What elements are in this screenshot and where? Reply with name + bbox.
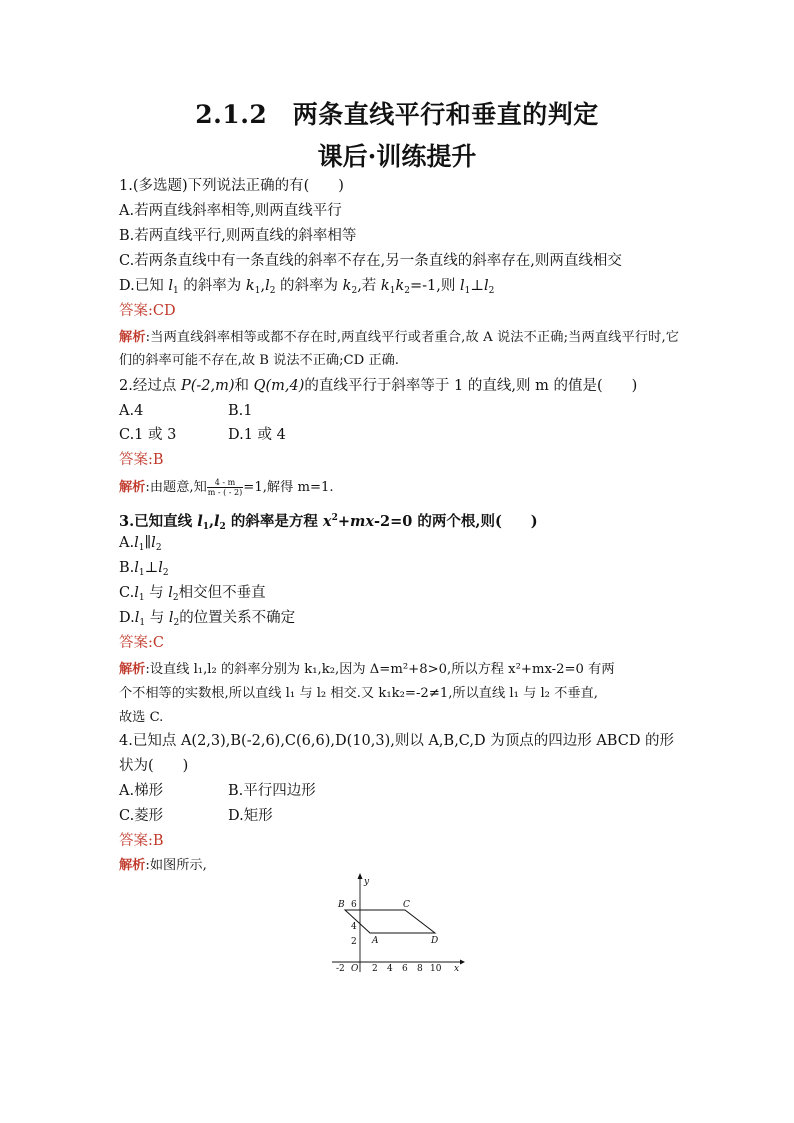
y-tick-label: 2 (351, 937, 357, 947)
q3-option-c: $C.l_1$ 与 $l_2$相交但不垂直 (119, 585, 266, 603)
q4-stem-line-1: 4.已知点 A(2,3),B(-2,6),C(6,6),D(10,3),则以 A,B,C,D 为顶点的四边形 ABCD 的形 (119, 733, 675, 749)
y-tick-label: 6 (351, 900, 357, 910)
fraction: $\frac{4 - m}{m - ( - 2)}$ (207, 478, 243, 497)
q2-option-c: C.1 或 3 (119, 427, 177, 443)
point-label-d: D (431, 936, 439, 946)
quadrilateral-abcd (345, 910, 435, 933)
point-label-a: A (372, 936, 379, 946)
q4-option-d: D.矩形 (228, 808, 273, 824)
q1-option-c: C.若两条直线中有一条直线的斜率不存在,另一条直线的斜率存在,则两直线相交 (119, 253, 622, 269)
q2-option-b: B.1 (228, 403, 253, 419)
q3-answer: 答案:C (119, 635, 164, 651)
q3-explanation-line-1: 解析:设直线 l₁,l₂ 的斜率分别为 k₁,k₂,因为 Δ=m²+8>0,所以方程 x²+mx-2=0 有两 (119, 662, 615, 677)
x-tick-label: 4 (387, 964, 393, 974)
y-axis-label: y (364, 877, 370, 887)
section-title: 2.1.2 两条直线平行和垂直的判定 (195, 100, 599, 129)
x-tick-label: 8 (417, 964, 423, 974)
q1-explanation: 解析:当两直线斜率相等或都不存在时,两直线平行或者重合,故 A 说法不正确;当两直线平行时,它们的斜率可能不存在,故 B 说法不正确;CD 正确. (119, 330, 679, 368)
section-subtitle: 课后·训练提升 (317, 142, 477, 171)
x-tick-label: -2 (336, 964, 345, 974)
q4-option-a: A.梯形 (119, 783, 164, 799)
x-axis-arrow (460, 960, 465, 965)
x-tick-label: 2 (372, 964, 378, 974)
q1-answer: 答案:CD (119, 303, 176, 319)
q4-option-b: B.平行四边形 (228, 783, 316, 799)
x-tick-label: 6 (402, 964, 408, 974)
q3-option-a: $A.l_1\parallel l_2$ (119, 535, 162, 553)
q1-stem: 1.(多选题)下列说法正确的有( ) (119, 178, 344, 194)
q4-explanation: 解析:如图所示, (119, 858, 207, 873)
q2-stem: 2.经过点 P(-2,m)和 Q(m,4)的直线平行于斜率等于 1 的直线,则 m 的值是( ) (119, 378, 638, 394)
y-tick-label: 4 (351, 922, 357, 932)
q3-explanation-line-2: 个不相等的实数根,所以直线 l₁ 与 l₂ 相交.又 k₁k₂=-2≠1,所以直线 l₁ 与 l₂ 不垂直, (119, 686, 598, 701)
q3-option-d: $D.l_1$ 与 $l_2$的位置关系不确定 (119, 610, 296, 628)
q4-answer: 答案:B (119, 833, 164, 849)
q2-option-a: A.4 (119, 403, 144, 419)
q2-option-d: D.1 或 4 (228, 427, 286, 443)
q3-stem: 3.已知直线 $l_1,l_2$ 的斜率是方程 $x^2+mx-2=0$ 的两个根,则( ) (119, 513, 538, 532)
q3-explanation-line-3: 故选 C. (119, 710, 164, 725)
point-label-b: B (338, 900, 345, 910)
point-label-c: C (403, 900, 410, 910)
origin-label: O (351, 964, 359, 974)
q4-stem-line-2: 状为( ) (119, 758, 189, 774)
quadrilateral-figure (328, 870, 468, 975)
x-tick-label: 10 (430, 964, 442, 974)
q1-option-b: B.若两直线平行,则两直线的斜率相等 (119, 228, 357, 244)
q2-explanation: 解析:由题意,知 $\frac{4 - m}{m - ( - 2)}$ =1,解得 m=1. (119, 478, 334, 497)
y-axis-arrow (358, 873, 363, 879)
q3-option-b: $B.l_1\perp l_2$ (119, 560, 169, 578)
x-axis-label: x (454, 964, 460, 974)
q1-option-d: D.已知 $l_1$ 的斜率为 $k_1,l_2$ 的斜率为 $k_2$,若 $k_1k_2=-1$,则 $l_1\perp l_2$ (119, 278, 495, 296)
q2-answer: 答案:B (119, 452, 164, 468)
q4-option-c: C.菱形 (119, 808, 164, 824)
q1-option-a: A.若两直线斜率相等,则两直线平行 (119, 203, 342, 219)
